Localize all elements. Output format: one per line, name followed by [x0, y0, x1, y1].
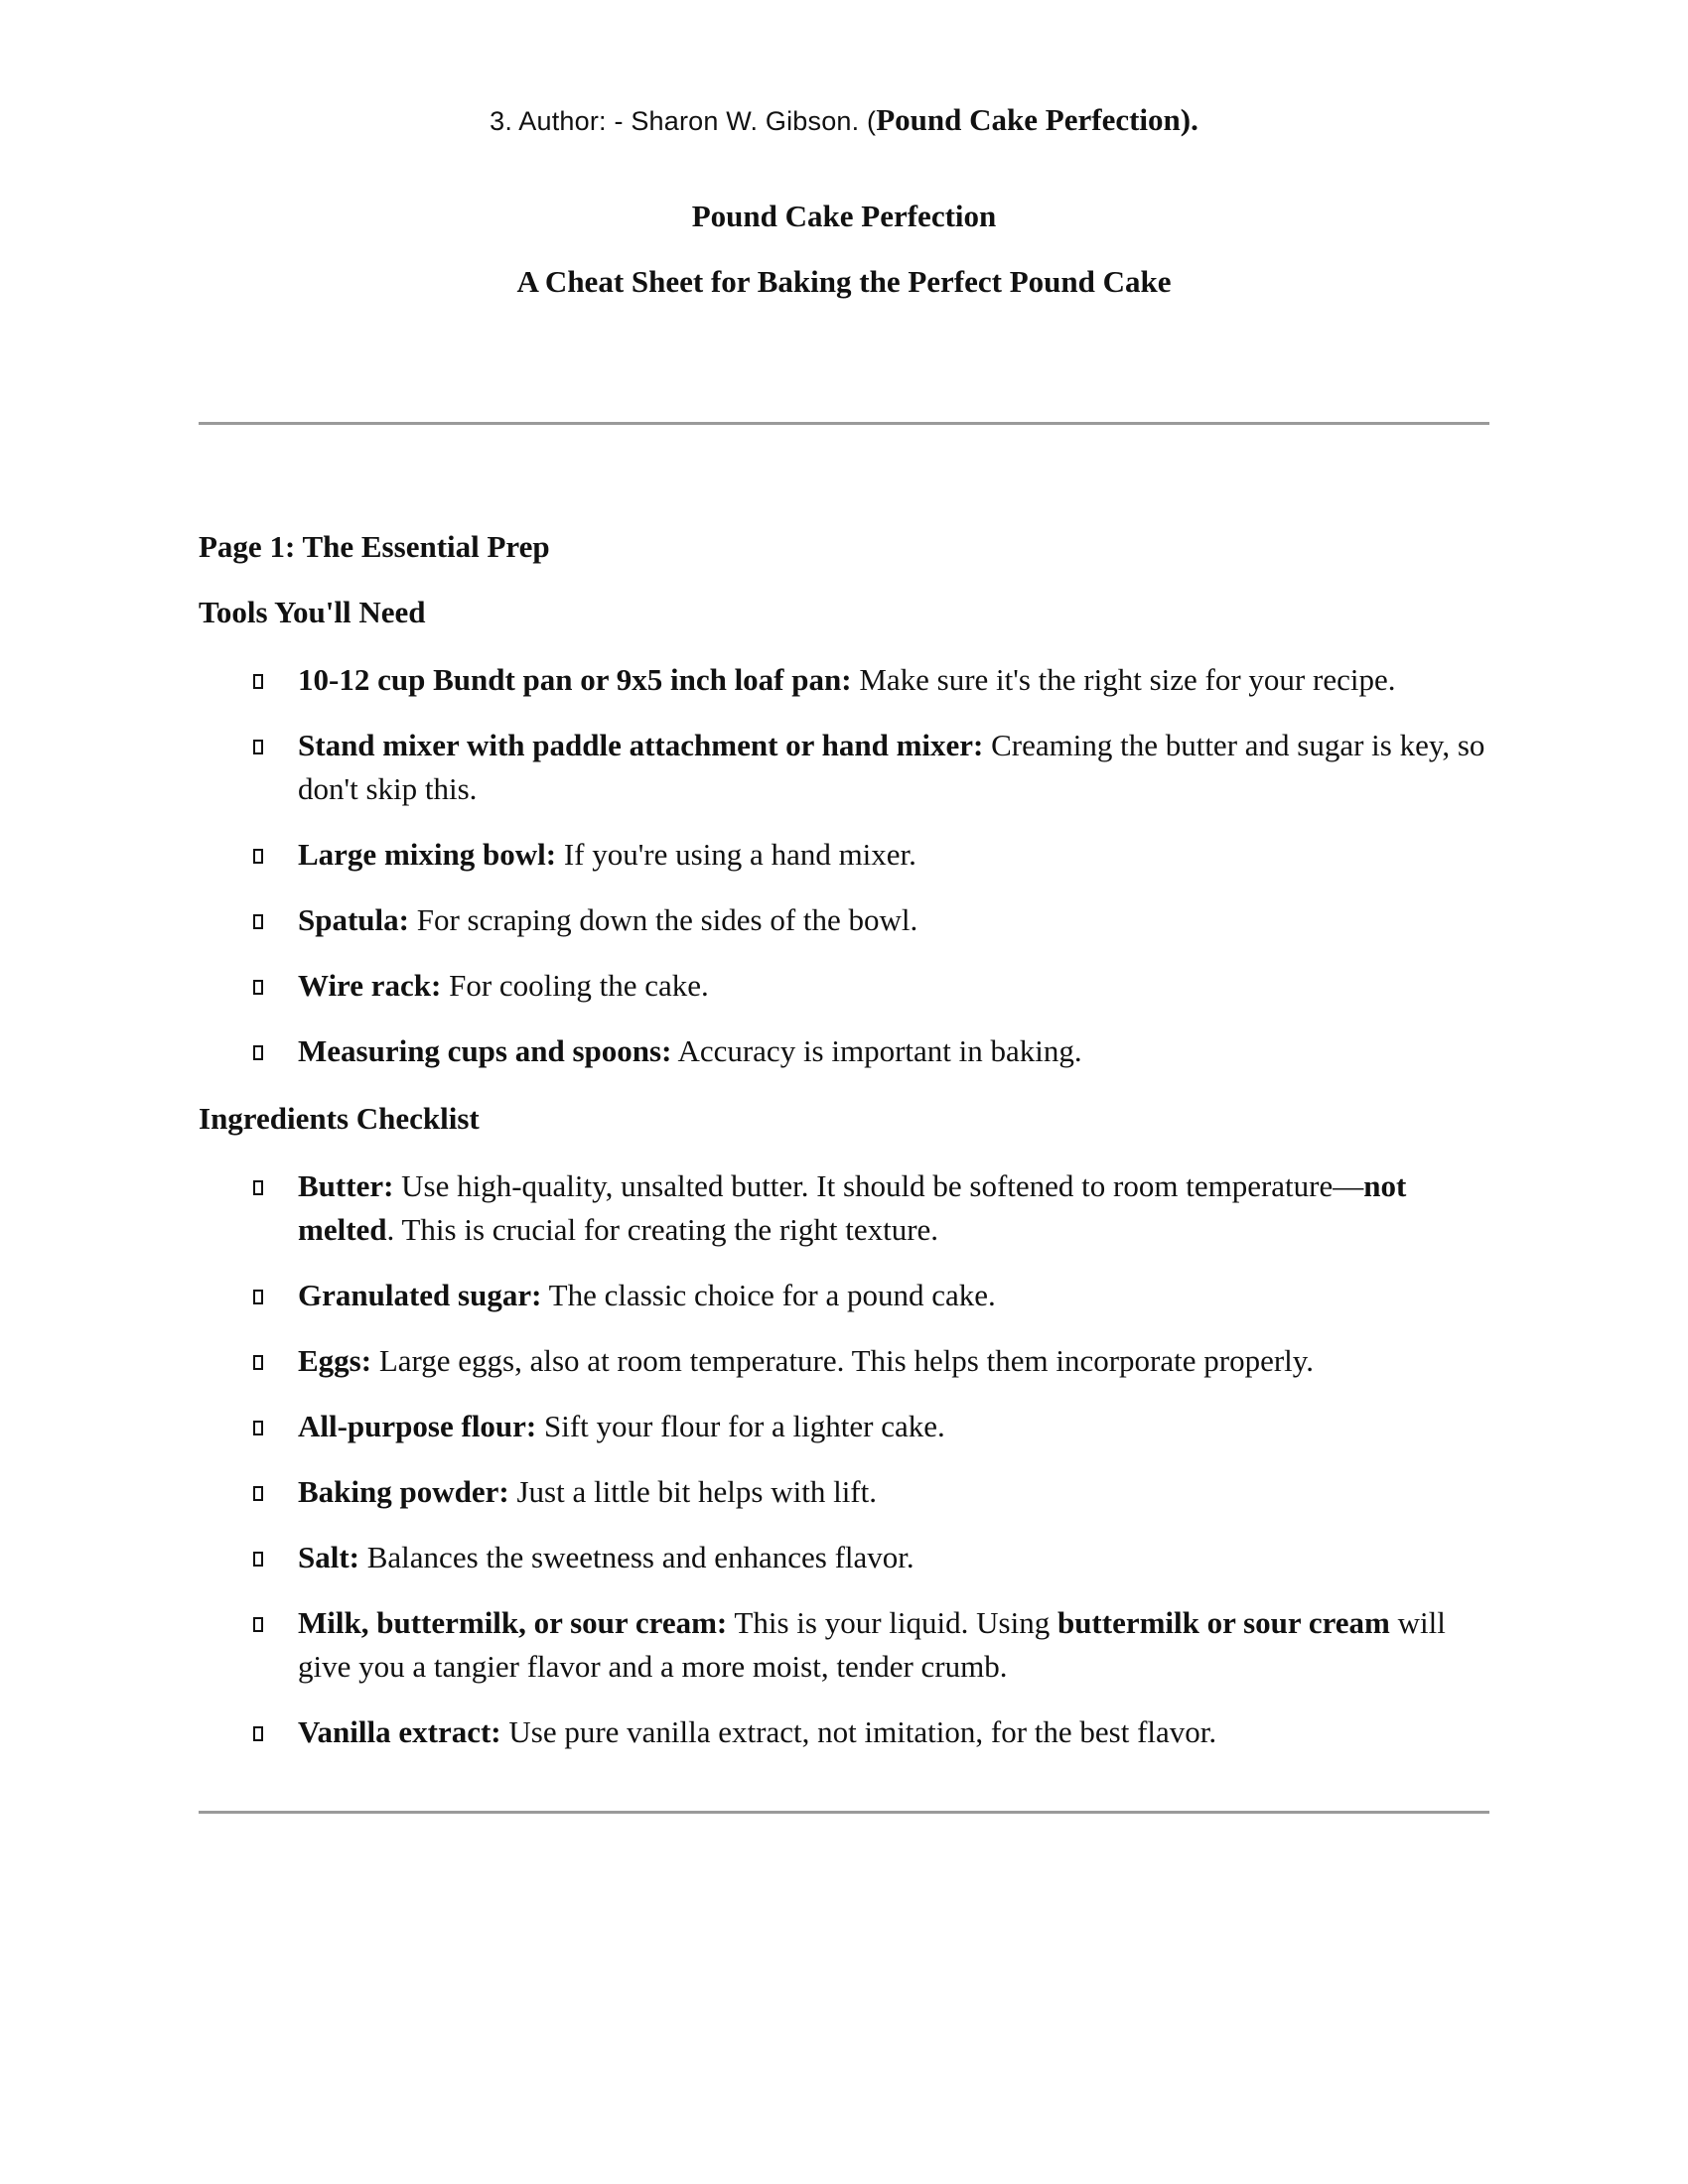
tools-item-mixer	[199, 724, 1489, 811]
checkbox-icon	[253, 740, 263, 754]
tools-item-title: Measuring cups and spoons:	[298, 1033, 672, 1068]
tools-item-title: Wire rack:	[298, 968, 442, 1003]
checkbox-icon	[253, 1617, 263, 1632]
checkbox-icon	[253, 980, 263, 995]
ingredient-item-title: Vanilla extract:	[298, 1714, 501, 1749]
checkbox-icon	[253, 1552, 263, 1567]
tools-heading: Tools You'll Need	[199, 595, 426, 629]
checkbox-icon	[253, 1726, 263, 1741]
tools-item-text: For scraping down the sides of the bowl.	[408, 902, 918, 937]
tools-item-spatula	[199, 898, 1489, 942]
tools-item-text: Accuracy is important in baking.	[671, 1033, 1082, 1068]
ingredient-item-text: The classic choice for a pound cake.	[541, 1278, 996, 1312]
checkbox-icon	[253, 674, 263, 689]
ingredient-item-baking-powder	[199, 1470, 1489, 1514]
tools-item-mixing-bowl	[199, 833, 1489, 877]
ingredient-item-text: Use high-quality, unsalted butter. It should be softened to room temperature—	[393, 1168, 1364, 1203]
ingredient-item-title: Butter:	[298, 1168, 394, 1203]
ingredients-list	[199, 1164, 1489, 1754]
ingredient-item-flour	[199, 1405, 1489, 1448]
author-book-title: Pound Cake Perfection).	[876, 102, 1198, 137]
ingredient-item-title: Granulated sugar:	[298, 1278, 542, 1312]
checkbox-icon	[253, 1355, 263, 1370]
ingredient-item-text: . This is crucial for creating the right texture.	[386, 1212, 939, 1247]
tools-item-text: Make sure it's the right size for your recipe.	[851, 662, 1396, 697]
tools-item-measuring	[199, 1029, 1489, 1073]
ingredient-item-title: Baking powder:	[298, 1474, 509, 1509]
ingredient-item-text: This is your liquid. Using	[727, 1605, 1057, 1640]
ingredient-item-title: Eggs:	[298, 1343, 372, 1378]
checkbox-icon	[253, 1045, 263, 1060]
document-title: Pound Cake Perfection	[691, 199, 997, 233]
ingredient-item-emphasis: not melted	[298, 1168, 1407, 1247]
top-divider	[199, 422, 1489, 425]
tools-item-title: 10-12 cup Bundt pan or 9x5 inch loaf pan:	[298, 662, 852, 697]
checkbox-icon	[253, 1290, 263, 1304]
ingredient-item-title: All-purpose flour:	[298, 1409, 537, 1443]
ingredient-item-text: Balances the sweetness and enhances flavor.	[359, 1540, 914, 1574]
author-name: 3. Author: - Sharon W. Gibson. (	[490, 106, 877, 136]
ingredient-item-eggs	[199, 1339, 1489, 1383]
ingredient-item-title: Milk, buttermilk, or sour cream:	[298, 1605, 728, 1640]
document-subtitle: A Cheat Sheet for Baking the Perfect Pound Cake	[516, 264, 1172, 299]
checkbox-icon	[253, 1180, 263, 1195]
ingredient-item-butter	[199, 1164, 1489, 1252]
section-heading: Page 1: The Essential Prep	[199, 529, 550, 564]
ingredient-item-vanilla	[199, 1710, 1489, 1754]
ingredient-item-text: will give you a tangier flavor and a more moist, tender crumb.	[298, 1605, 1446, 1684]
ingredients-heading: Ingredients Checklist	[199, 1101, 480, 1136]
checkbox-icon	[253, 914, 263, 929]
tools-item-title: Spatula:	[298, 902, 409, 937]
tools-item-text: Creaming the butter and sugar is key, so don't skip this.	[298, 728, 1485, 806]
tools-item-text: If you're using a hand mixer.	[556, 837, 916, 872]
checkbox-icon	[253, 1486, 263, 1501]
author-line	[0, 100, 1688, 141]
checkbox-icon	[253, 1421, 263, 1435]
ingredient-item-emphasis: buttermilk or sour cream	[1056, 1605, 1390, 1640]
ingredient-item-text: Large eggs, also at room temperature. This helps them incorporate properly.	[371, 1343, 1315, 1378]
ingredient-item-text: Use pure vanilla extract, not imitation, for the best flavor.	[500, 1714, 1217, 1749]
tools-item-wire-rack	[199, 964, 1489, 1008]
ingredient-item-granulated-sugar	[199, 1274, 1489, 1317]
checkbox-icon	[253, 849, 263, 864]
tools-item-title: Stand mixer with paddle attachment or hand mixer:	[298, 728, 984, 762]
tools-item-title: Large mixing bowl:	[298, 837, 557, 872]
tools-list	[199, 658, 1489, 1073]
tools-item-bundt-pan	[199, 658, 1489, 702]
ingredient-item-title: Salt:	[298, 1540, 359, 1574]
ingredient-item-text: Sift your flour for a lighter cake.	[536, 1409, 945, 1443]
tools-item-text: For cooling the cake.	[441, 968, 709, 1003]
bottom-divider	[199, 1811, 1489, 1814]
document-content	[199, 527, 1489, 1780]
ingredient-item-text: Just a little bit helps with lift.	[508, 1474, 877, 1509]
ingredient-item-liquid	[199, 1601, 1489, 1689]
ingredient-item-salt	[199, 1536, 1489, 1579]
